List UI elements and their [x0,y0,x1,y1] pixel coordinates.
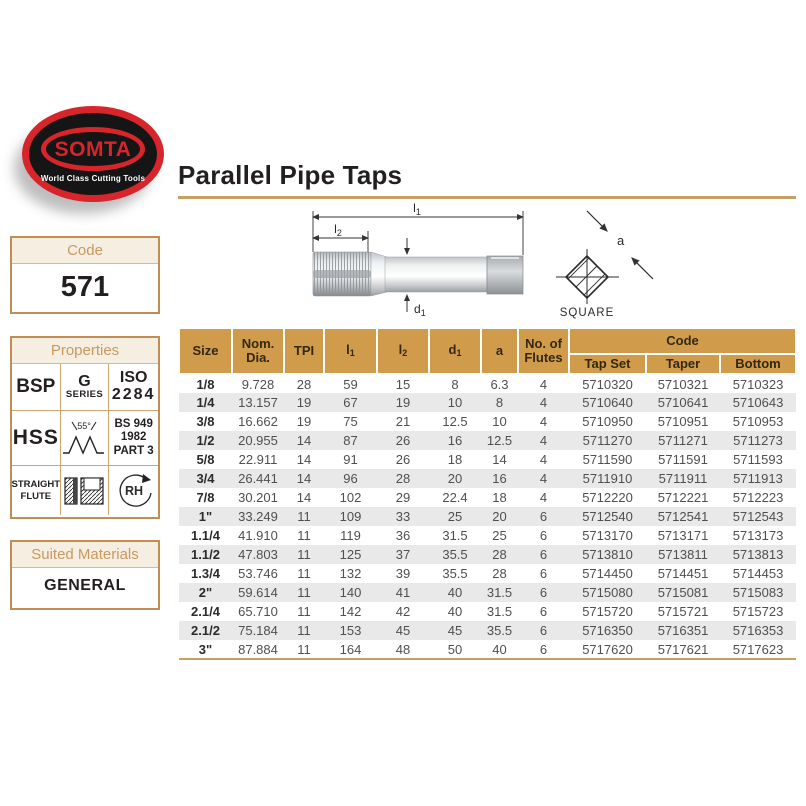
property-material [12,411,61,466]
table-cell: 5711273 [733,433,783,448]
table-row [179,640,796,659]
table-row [179,583,796,602]
col-header-bottom: Bottom [720,354,796,374]
property-iso [109,364,158,411]
table-cell: 5711913 [733,471,783,486]
col-header-nom-dia: Nom. Dia. [232,328,284,374]
logo-oval [22,106,164,202]
table-cell: 6 [539,623,548,638]
table-cell: 42 [395,604,411,619]
table-row [179,393,796,412]
tap-illustration [313,252,523,296]
table-row [179,488,796,507]
table-cell: 37 [395,547,411,562]
logo-tagline-text: World Class Cutting Tools [40,174,146,183]
col-header-tpi: TPI [284,328,324,374]
table-cell: 15 [395,376,411,392]
table-cell: 14 [296,490,312,505]
size-cell: 1/2 [196,433,215,448]
table-cell: 5712541 [657,509,709,524]
table-row [179,412,796,431]
table-cell: 5713173 [732,528,784,543]
properties-grid [12,364,158,515]
property-flute-type [12,466,61,515]
table-cell: 11 [297,528,311,543]
col-header-size: Size [179,328,232,374]
table-cell: 87.884 [238,641,278,657]
table-cell: 18 [447,452,463,467]
table-cell: 5710953 [732,414,784,429]
d1-dimension-label: $d_1$ [414,302,426,318]
col-header-code-group: Code [569,328,796,354]
l2-dimension-label: $l_2$ [334,222,342,238]
table-cell: 5713811 [658,547,708,562]
table-cell: 31.5 [486,585,513,600]
flute-word2: FLUTE [20,490,52,502]
table-cell: 5713813 [732,547,784,562]
table-cell: 6 [539,566,548,581]
table-cell: 25 [447,509,463,524]
table-cell: 19 [395,395,411,410]
table-cell: 40 [447,585,463,600]
title-underline [178,196,796,199]
table-cell: 25 [492,528,507,543]
size-cell: 1.1/2 [191,547,220,562]
a-arrow-lower [632,258,653,279]
table-cell: 5711911 [658,471,708,486]
table-cell: 11 [297,623,311,638]
table-cell: 5710643 [732,395,784,410]
property-standard [12,364,61,411]
col-header-d1: $d_1$ [429,328,481,374]
a-dimension-label: a [617,233,625,248]
suited-materials-header: Suited Materials [12,542,158,568]
table-cell: 20.955 [238,433,278,448]
table-cell: 40 [492,641,507,657]
table-row [179,621,796,640]
table-cell: 10 [447,395,463,410]
property-thread-profile [61,411,110,466]
series-word: SERIES [65,389,104,401]
property-rotation [109,466,158,515]
spec-line2: 1982 [120,431,147,444]
col-header-l2: $l_2$ [377,328,429,374]
size-cell: 1/4 [196,395,215,410]
table-cell: 5715083 [732,585,784,600]
table-cell: 20 [447,471,463,486]
pipe-taps-table [178,327,797,660]
logo-ring [41,127,146,171]
square-label: SQUARE [559,307,615,319]
table-cell: 14 [296,471,312,486]
table-cell: 5716351 [657,623,709,638]
table-cell: 18 [492,490,507,505]
table-cell: 47.803 [238,547,278,562]
table-cell: 4 [539,452,548,467]
table-cell: 132 [339,566,362,581]
table-cell: 5715723 [732,604,784,619]
size-cell: 2.1/4 [191,604,220,619]
table-row [179,564,796,583]
code-value: 571 [60,271,110,303]
table-cell: 5712543 [732,509,784,524]
table-cell: 40 [447,604,463,619]
table-cell: 5716350 [582,623,633,638]
table-cell: 5711910 [582,471,633,486]
table-cell: 5716353 [732,623,784,638]
table-cell: 153 [339,623,362,638]
table-cell: 11 [297,641,311,657]
table-cell: 5712540 [582,509,633,524]
table-row [179,450,796,469]
table-cell: 14 [296,452,312,467]
table-cell: 59 [343,376,358,392]
table-cell: 87 [343,433,358,448]
table-cell: 5713170 [582,528,633,543]
iso-word: ISO [119,369,148,387]
size-cell: 1.1/4 [191,528,220,543]
table-cell: 6 [539,509,548,524]
table-cell: 5717623 [732,641,784,657]
table-cell: 142 [339,604,362,619]
table-cell: 5715081 [657,585,709,600]
table-cell: 28 [492,566,507,581]
table-cell: 28 [296,376,312,392]
table-cell: 4 [539,471,548,486]
table-cell: 10 [492,414,507,429]
table-cell: 39 [395,566,411,581]
table-cell: 35.5 [442,566,468,581]
table-cell: 48 [395,641,411,657]
table-row [179,507,796,526]
table-cell: 65.710 [238,604,278,619]
property-spec [109,411,158,466]
table-cell: 45 [395,623,411,638]
table-cell: 12.5 [486,433,513,448]
code-panel [10,236,160,314]
witness-lines [313,211,523,255]
property-series [61,364,110,411]
table-cell: 8 [451,376,459,392]
table-cell: 5711590 [582,452,633,467]
table-cell: 6 [539,604,548,619]
table-cell: 5717621 [657,641,709,657]
table-cell: 20 [492,509,507,524]
table-cell: 6.3 [490,376,509,392]
table-cell: 4 [539,433,548,448]
table-cell: 11 [297,604,311,619]
table-cell: 11 [297,585,311,600]
series-letter: G [78,372,91,390]
table-cell: 5717620 [582,641,633,657]
thread-profile-icon [61,417,107,459]
table-cell: 14 [492,452,507,467]
table-cell: 41.910 [238,528,278,543]
table-cell: 36 [395,528,411,543]
size-cell: 3/4 [196,471,215,486]
table-cell: 29 [395,490,411,505]
table-cell: 45 [447,623,463,638]
table-cell: 59.614 [238,585,278,600]
table-cell: 5711591 [658,452,708,467]
l1-dimension-label: $l_1$ [413,201,421,217]
table-cell: 4 [539,395,548,410]
size-cell: 3" [198,641,213,657]
table-cell: 53.746 [238,566,278,581]
size-cell: 2.1/2 [191,623,220,638]
suited-materials-panel [10,540,160,610]
table-cell: 11 [297,547,311,562]
table-cell: 5711270 [582,433,633,448]
table-cell: 5711593 [733,452,783,467]
table-cell: 91 [343,452,358,467]
table-row [179,545,796,564]
property-flute-icon-cell [61,466,110,515]
table-cell: 6 [539,641,548,657]
table-cell: 21 [395,414,411,429]
table-cell: 33.249 [238,509,278,524]
size-cell: 1.3/4 [191,566,220,581]
table-cell: 26 [395,452,411,467]
suited-materials-value: GENERAL [44,577,126,594]
table-cell: 125 [339,547,362,562]
table-header [179,328,796,374]
table-cell: 5710950 [582,414,633,429]
table-cell: 5712221 [657,490,709,505]
table-row [179,431,796,450]
table-cell: 31.5 [442,528,468,543]
table-cell: 96 [343,471,358,486]
pipe-taps-table-body [179,374,796,659]
table-cell: 13.157 [238,395,278,410]
table-cell: 4 [539,414,548,429]
size-cell: 2" [198,585,213,600]
table-cell: 5711271 [658,433,708,448]
somta-logo [22,106,164,204]
table-cell: 35.5 [442,547,468,562]
table-cell: 31.5 [486,604,513,619]
table-cell: 75.184 [238,623,278,638]
col-header-a: a [481,328,518,374]
size-cell: 1/8 [196,376,215,392]
size-cell: 5/8 [196,452,215,467]
table-cell: 140 [339,585,362,600]
col-header-l1: $l_1$ [324,328,377,374]
table-cell: 16 [492,471,507,486]
col-header-taper: Taper [646,354,720,374]
table-cell: 5715080 [582,585,633,600]
taps-table-wrap [178,327,797,660]
rotation-label: RH [124,483,143,498]
material-label: HSS [12,425,59,449]
table-cell: 67 [343,395,358,410]
flute-word1: STRAIGHT [12,479,61,491]
table-cell: 5713810 [582,547,633,562]
table-cell: 5714451 [657,566,709,581]
table-cell: 5712220 [582,490,633,505]
table-cell: 119 [340,528,361,543]
table-cell: 35.5 [486,623,513,638]
table-cell: 6 [539,585,548,600]
a-arrow-upper [587,211,607,231]
table-cell: 41 [395,585,411,600]
straight-flute-icon [64,477,104,505]
table-cell: 11 [297,566,311,581]
properties-panel [10,336,160,519]
table-cell: 14 [296,433,312,448]
table-cell: 16 [447,433,463,448]
table-cell: 6 [539,547,548,562]
table-cell: 5710321 [657,376,709,392]
table-cell: 12.5 [442,414,468,429]
square-end-drawing [553,200,725,330]
table-cell: 5713171 [657,528,709,543]
iso-number: 2284 [111,386,156,403]
table-cell: 16.662 [238,414,278,429]
size-cell: 1" [198,509,213,524]
properties-panel-header: Properties [12,338,158,364]
table-cell: 4 [539,376,548,392]
table-cell: 5715721 [657,604,709,619]
table-cell: 5710640 [582,395,633,410]
table-cell: 75 [343,414,358,429]
table-cell: 5714450 [582,566,633,581]
table-cell: 5710323 [732,376,784,392]
table-cell: 5710951 [657,414,709,429]
table-cell: 28 [395,471,411,486]
table-cell: 5710641 [657,395,709,410]
table-row [179,469,796,488]
table-cell: 4 [539,490,548,505]
thread-angle-label: 55° [77,421,92,431]
spec-line1: BS 949 [114,418,153,431]
logo-brand-text: SOMTA [54,137,132,161]
tap-dimension-drawing [295,200,550,320]
table-cell: 11 [297,509,311,524]
table-cell: 26 [395,433,411,448]
table-cell: 164 [339,641,362,657]
table-cell: 5714453 [732,566,784,581]
table-cell: 26.441 [238,471,278,486]
page-title: Parallel Pipe Taps [178,160,403,190]
code-panel-header: Code [12,238,158,264]
table-cell: 5710320 [582,376,633,392]
col-header-tap-set: Tap Set [569,354,646,374]
rh-rotation-icon [113,471,155,511]
table-cell: 5712223 [732,490,784,505]
standard-label: BSP [16,376,56,398]
table-cell: 50 [447,641,463,657]
table-cell: 19 [296,414,312,429]
table-row [179,374,796,393]
size-cell: 3/8 [196,414,215,429]
table-row [179,526,796,545]
table-cell: 22.911 [238,452,278,467]
table-cell: 33 [395,509,411,524]
table-cell: 19 [296,395,312,410]
table-cell: 22.4 [442,490,468,505]
table-cell: 6 [539,528,548,543]
table-row [179,602,796,621]
size-cell: 7/8 [196,490,215,505]
table-cell: 109 [339,509,362,524]
table-cell: 28 [492,547,507,562]
table-cell: 30.201 [238,490,278,505]
table-cell: 9.728 [241,376,275,392]
table-cell: 102 [339,490,362,505]
table-cell: 5715720 [582,604,633,619]
spec-line3: PART 3 [113,444,154,457]
col-header-flutes: No. of Flutes [518,328,569,374]
table-cell: 8 [495,395,504,410]
